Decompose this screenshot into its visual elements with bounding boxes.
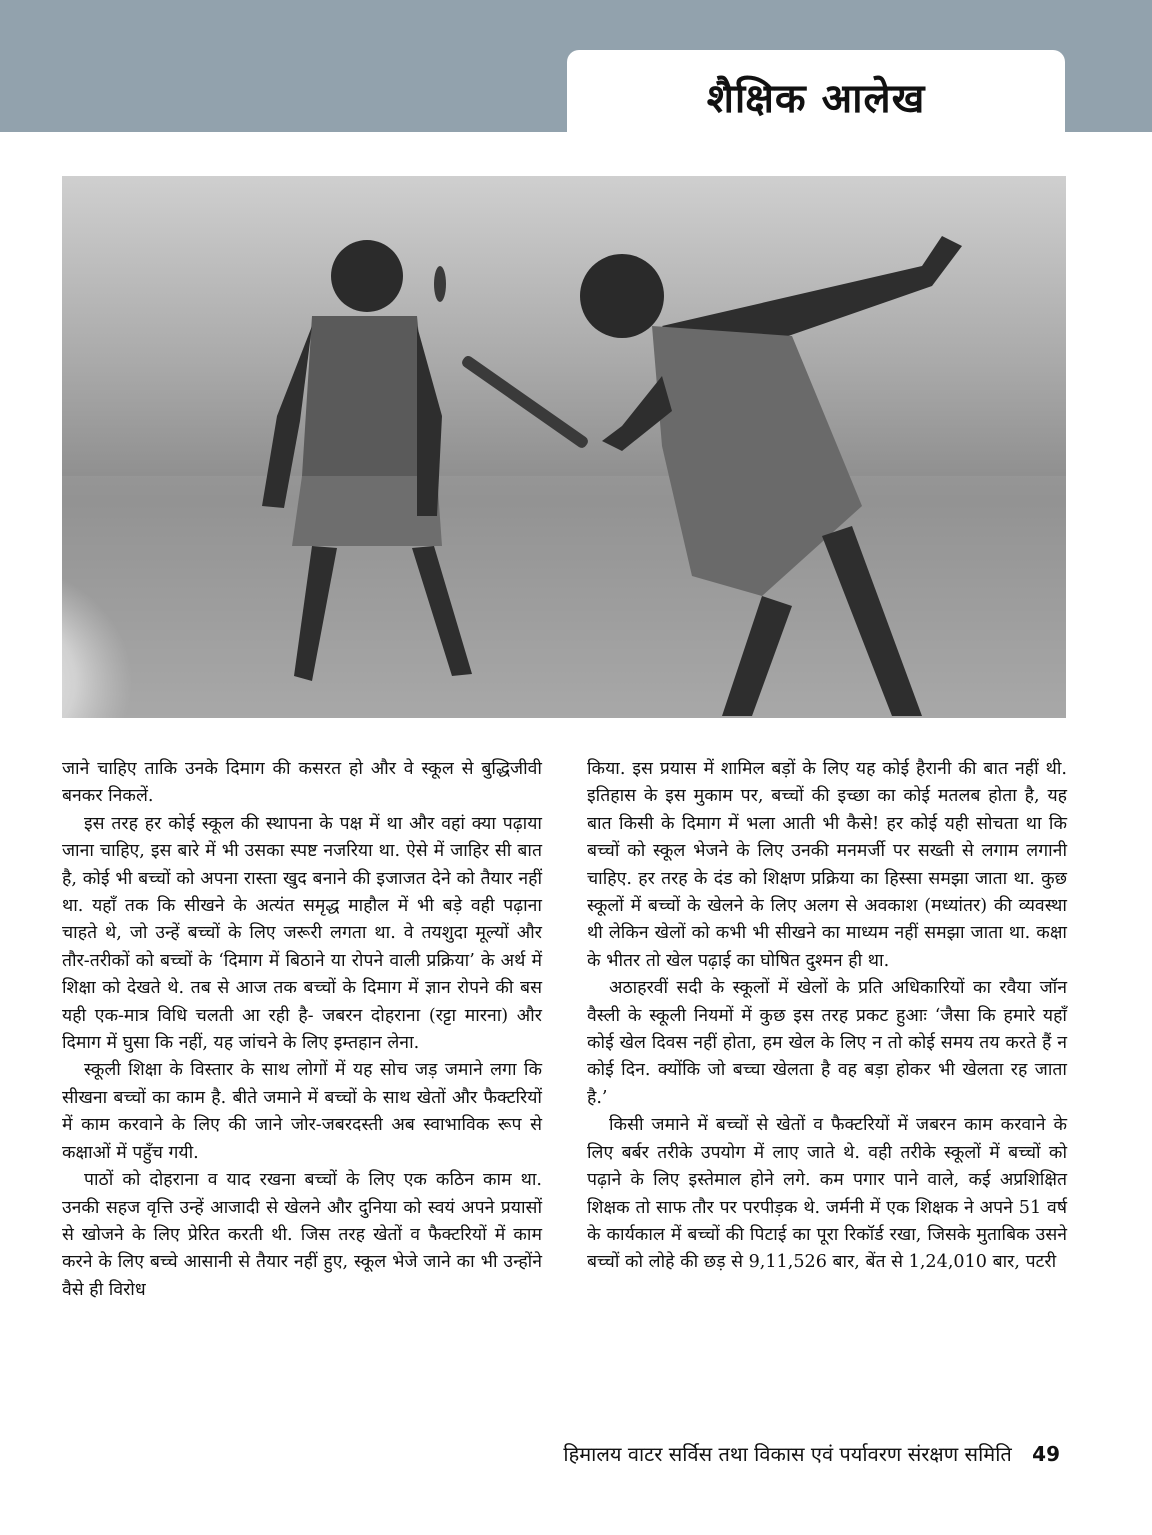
photo-illustration bbox=[62, 176, 1066, 718]
page-number: 49 bbox=[1032, 1442, 1060, 1466]
footer-organization: हिमालय वाटर सर्विस तथा विकास एवं पर्यावरण संरक्षण समिति bbox=[563, 1442, 1012, 1466]
gilli bbox=[434, 266, 446, 302]
paragraph: किया. इस प्रयास में शामिल बड़ों के लिए यह कोई हैरानी की बात नहीं थी. इतिहास के इस मुकाम पर, बच्चों की इच्छा का कोई मतलब होता है, यह बात किसी के दिमाग में भला आती भी कैसे! हर कोई यही सोचता था कि बच्चों को स्कूल भेजने के लिए उनकी मनमर्जी पर सख्ती से लगाम लगानी चाहिए. हर तरह के दंड को शिक्षण प्रक्रिया का हिस्सा समझा जाता था. कुछ स्कूलों में बच्चों के खेलने के लिए अलग से अवकाश (मध्यांतर) की व्यवस्था थी लेकिन खेलों को कभी भी सीखने का माध्यम नहीं समझा जाता था. कक्षा के भीतर तो खेल पढ़ाई का घोषित दुश्मन ही था. bbox=[587, 759, 1067, 971]
paragraph: पाठों को दोहराना व याद रखना बच्चों के लिए एक कठिन काम था. उनकी सहज वृत्ति उन्हें आजादी से खेलने और दुनिया को स्वयं अपने प्रयासों से खोजने के लिए प्रेरित करती थी. जिस तरह खेतों व फैक्टरियों में काम करने के लिए बच्चे आसानी से तैयार नहीं हुए, स्कूल भेजे जाने का भी उन्होंने वैसे ही विरोध bbox=[62, 1170, 542, 1300]
paragraph: अठाहरवीं सदी के स्कूलों में खेलों के प्रति अधिकारियों का रवैया जॉन वैस्ली के स्कूली नियमों में कुछ इस तरह प्रकट हुआः ‘जैसा कि हमारे यहाँ कोई खेल दिवस नहीं होता, हम खेल के लिए न तो कोई समय तय करते हैं न कोई दिन. क्योंकि जो बच्चा खेलता है वह बड़ा होकर भी खेलता रह जाता है.’ bbox=[587, 978, 1067, 1108]
paragraph: किसी जमाने में बच्चों से खेतों व फैक्टरियों में जबरन काम करवाने के लिए बर्बर तरीके उपयोग में लाए जाते थे. वही तरीके स्कूलों में बच्चों को पढ़ाने के लिए इस्तेमाल होने लगे. कम पगार पाने वाले, कई अप्रशिक्षित शिक्षक तो साफ तौर पर परपीड़क थे. जर्मनी में एक शिक्षक ने अपने 51 वर्ष के कार्यकाल में बच्चों की पिटाई का पूरा रिकॉर्ड रखा, जिसके मुताबिक उसने बच्चों को लोहे की छड़ से 9,11,526 बार, बेंत से 1,24,010 बार, पटरी bbox=[587, 1115, 1067, 1273]
paragraph: स्कूली शिक्षा के विस्तार के साथ लोगों में यह सोच जड़ जमाने लगा कि सीखना बच्चों का काम है. बीते जमाने में बच्चों के साथ खेतों और फैक्टरियों में काम करवाने के लिए की जाने जोर-जबरदस्ती अब स्वाभाविक रूप से कक्षाओं में पहुँच गयी. bbox=[62, 1060, 542, 1163]
article-column-right bbox=[587, 756, 1067, 1277]
section-title-tab bbox=[567, 50, 1065, 132]
article-photo bbox=[62, 176, 1066, 718]
article-column-left bbox=[62, 756, 542, 1304]
page-footer bbox=[0, 1440, 1060, 1467]
paragraph: इस तरह हर कोई स्कूल की स्थापना के पक्ष में था और वहां क्या पढ़ाया जाना चाहिए, इस बारे में भी उसका स्पष्ट नजरिया था. ऐसे में जाहिर सी बात है, कोई भी बच्चों को अपना रास्ता खुद बनाने की इजाजत देने को तैयार नहीं था. यहाँ तक कि सीखने के अत्यंत समृद्ध माहौल में भी बड़े वही पढ़ाना चाहते थे, जो उन्हें बच्चों के लिए जरूरी लगता था. वे तयशुदा मूल्यों और तौर-तरीकों को बच्चों के ‘दिमाग में बिठाने या रोपने वाली प्रक्रिया’ के अर्थ में शिक्षा को देखते थे. तब से आज तक बच्चों के दिमाग में ज्ञान रोपने की बस यही एक-मात्र विधि चलती आ रही है- जबरन दोहराना (रट्टा मारना) और दिमाग में घुसा कि नहीं, यह जांचने के लिए इम्तहान लेना. bbox=[62, 813, 542, 1054]
paragraph: जाने चाहिए ताकि उनके दिमाग की कसरत हो और वे स्कूल से बुद्धिजीवी बनकर निकलें. bbox=[62, 759, 542, 807]
section-title: शैक्षिक आलेख bbox=[706, 75, 926, 122]
